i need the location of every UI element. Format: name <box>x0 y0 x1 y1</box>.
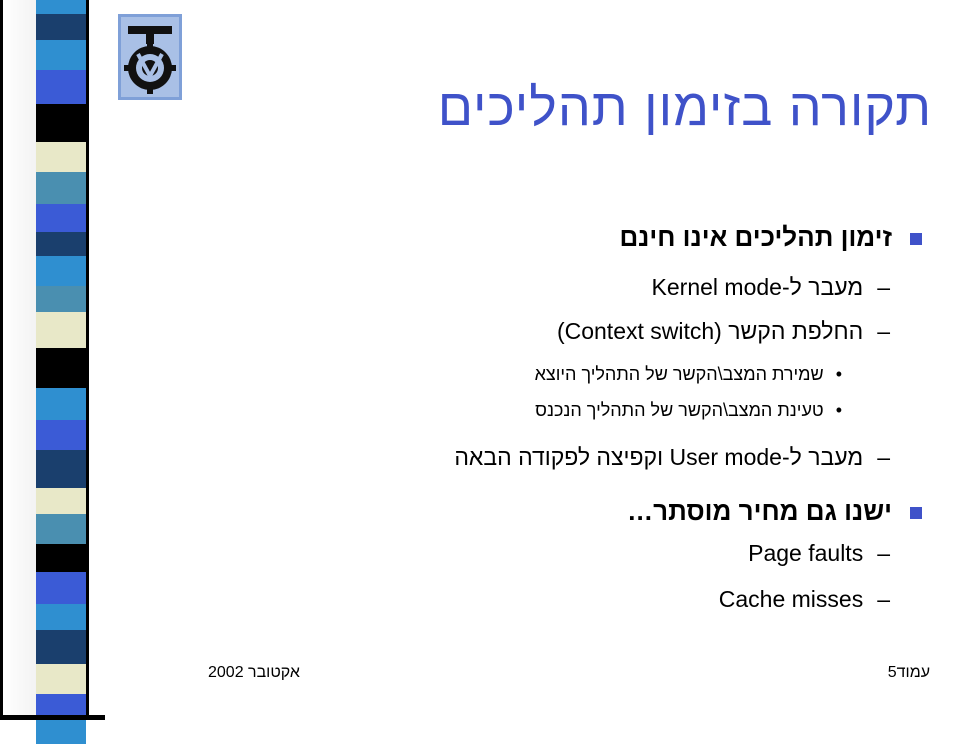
square-bullet-icon <box>910 507 922 519</box>
dot-bullet-icon: • <box>835 400 842 420</box>
sub-bullet-page-faults <box>748 540 890 567</box>
strip-block <box>36 450 86 488</box>
sub-bullet-text: החלפת הקשר (Context switch) <box>556 318 864 344</box>
strip-block <box>36 232 86 256</box>
dot-bullet-icon: • <box>835 364 842 384</box>
strip-block <box>36 104 86 142</box>
subsub-bullet-text: שמירת המצב\הקשר של התהליך היוצא <box>534 364 824 384</box>
strip-block <box>36 630 86 664</box>
bullet-2-text: ישנו גם מחיר מוסתר… <box>627 496 892 526</box>
sub-bullet-text: מעבר ל-User mode וקפיצה לפקודה הבאה <box>454 444 864 470</box>
strip-block <box>36 286 86 312</box>
bullet-1-text: זימון תהליכים אינו חינם <box>619 222 892 252</box>
slide-title: תקורה בזימון תהליכים <box>437 79 932 137</box>
strip-block <box>36 420 86 450</box>
dash-icon: – <box>877 444 890 470</box>
strip-bottom-line <box>0 715 105 720</box>
strip-edge <box>86 0 89 720</box>
sub-bullet-text: Page faults <box>748 540 864 566</box>
strip-block <box>36 70 86 104</box>
strip-block <box>36 14 86 40</box>
decorative-strip <box>0 0 90 720</box>
sub-bullet-user-mode <box>454 444 890 471</box>
strip-block <box>36 544 86 572</box>
strip-block <box>36 488 86 514</box>
strip-block <box>36 0 86 14</box>
strip-block <box>36 388 86 420</box>
dash-icon: – <box>877 274 890 300</box>
strip-left-line <box>0 0 3 720</box>
strip-fade <box>0 0 36 720</box>
strip-block <box>36 572 86 604</box>
strip-block <box>36 172 86 204</box>
strip-block <box>36 256 86 286</box>
strip-block <box>36 204 86 232</box>
dash-icon: – <box>877 586 890 612</box>
footer-page-number: 5עמוד <box>887 664 930 681</box>
dash-icon: – <box>877 318 890 344</box>
sub-bullet-kernel-mode <box>652 274 890 301</box>
strip-block <box>36 348 86 388</box>
strip-block <box>36 694 86 716</box>
square-bullet-icon <box>910 233 922 245</box>
strip-block <box>36 312 86 348</box>
sub-bullet-context-switch <box>557 318 890 345</box>
strip-block <box>36 716 86 744</box>
bullet-1 <box>619 222 922 253</box>
sub-bullet-cache-misses <box>719 586 890 613</box>
dash-icon: – <box>877 540 890 566</box>
technion-logo-icon <box>118 14 182 100</box>
strip-block <box>36 142 86 172</box>
bullet-2 <box>627 496 922 527</box>
strip-block <box>36 514 86 544</box>
strip-block <box>36 40 86 70</box>
subsub-bullet-text: טעינת המצב\הקשר של התהליך הנכנס <box>535 400 824 420</box>
footer-date: אקטובר 2002 <box>208 664 300 681</box>
strip-block <box>36 604 86 630</box>
subsub-bullet-load-state <box>535 400 842 421</box>
subsub-bullet-save-state <box>535 364 842 385</box>
sub-bullet-text: מעבר ל-Kernel mode <box>651 274 864 300</box>
sub-bullet-text: Cache misses <box>718 586 864 612</box>
strip-block <box>36 664 86 694</box>
